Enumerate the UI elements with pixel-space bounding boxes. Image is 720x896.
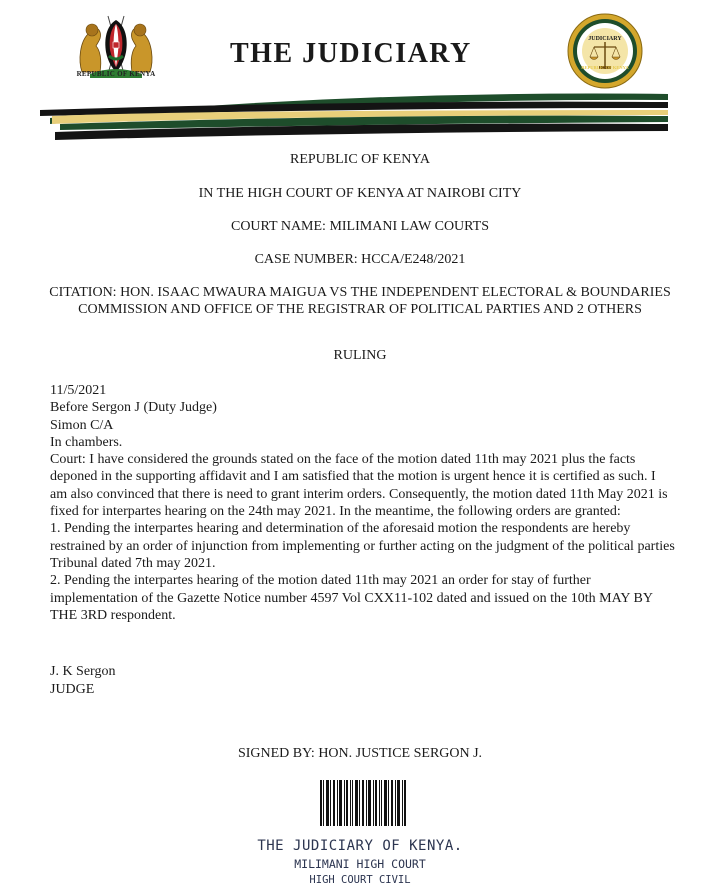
ruling-body xyxy=(50,382,676,624)
judge-signoff xyxy=(50,663,115,698)
order-2: 2. Pending the interpartes hearing of the motion dated 11th may 2021 an order for stay of further implementation of the Gazette Notice number 4597 Vol CXX11-102 dated and issued on the 10th MAY BY THE 3RD respondent. xyxy=(50,573,653,623)
footer-court: MILIMANI HIGH COURT xyxy=(294,857,426,871)
judge-name: J. K Sergon xyxy=(50,664,116,679)
signed-by: SIGNED BY: HON. JUSTICE SERGON J. xyxy=(237,746,483,761)
seal-top-text: JUDICIARY xyxy=(588,36,622,42)
citation-line-1: CITATION: HON. ISAAC MWAURA MAIGUA VS THE INDEPENDENT ELECTORAL & BOUNDARIES xyxy=(49,285,671,300)
seal-bottom-text: REPUBLIC OF KENYA xyxy=(581,65,629,70)
brand-title: THE JUDICIARY xyxy=(230,38,472,69)
citation-line-2: COMMISSION AND OFFICE OF THE REGISTRAR OF POLITICAL PARTIES AND 2 OTHERS xyxy=(78,302,642,317)
case-number: CASE NUMBER: HCCA/E248/2021 xyxy=(254,252,466,267)
barcode-icon xyxy=(320,780,406,826)
judiciary-seal-icon xyxy=(566,12,644,90)
court-paragraph: Court: I have considered the grounds stated on the face of the motion dated 11th may 2021 plus the facts deponed in the supporting affidavit and I am satisfied that the motion is urgent hence it is certified as such. I am also convinced that there is need to grant interim orders. Consequently, the motion dated 11th May 2021 is fixed for interpartes hearing on the 24th may 2021. In the meantime, the following orders are granted: xyxy=(50,452,668,520)
ruling-heading: RULING xyxy=(333,348,387,363)
country-heading: REPUBLIC OF KENYA xyxy=(289,152,430,167)
court-name: COURT NAME: MILIMANI LAW COURTS xyxy=(230,219,489,234)
order-1: 1. Pending the interpartes hearing and determination of the aforesaid motion the respondents are hereby restrained by an order of injunction from implementing or further acting on the judgment of the political parties Tribunal dated 7th may 2021. xyxy=(50,521,675,571)
judge-title: JUDGE xyxy=(50,681,95,697)
citation xyxy=(40,284,680,318)
footer-judiciary: THE JUDICIARY OF KENYA. xyxy=(257,838,463,854)
court-heading: IN THE HIGH COURT OF KENYA AT NAIROBI CITY xyxy=(198,186,522,201)
header-swoosh-band xyxy=(0,88,720,146)
hearing-location: In chambers. xyxy=(50,434,123,450)
ruling-date: 11/5/2021 xyxy=(50,383,107,398)
before-judge: Before Sergon J (Duty Judge) xyxy=(50,400,217,416)
letterhead xyxy=(0,0,720,150)
court-clerk: Simon C/A xyxy=(50,417,114,433)
footer-division: HIGH COURT CIVIL xyxy=(309,874,411,886)
coat-of-arms-caption: REPUBLIC OF KENYA xyxy=(76,70,156,78)
